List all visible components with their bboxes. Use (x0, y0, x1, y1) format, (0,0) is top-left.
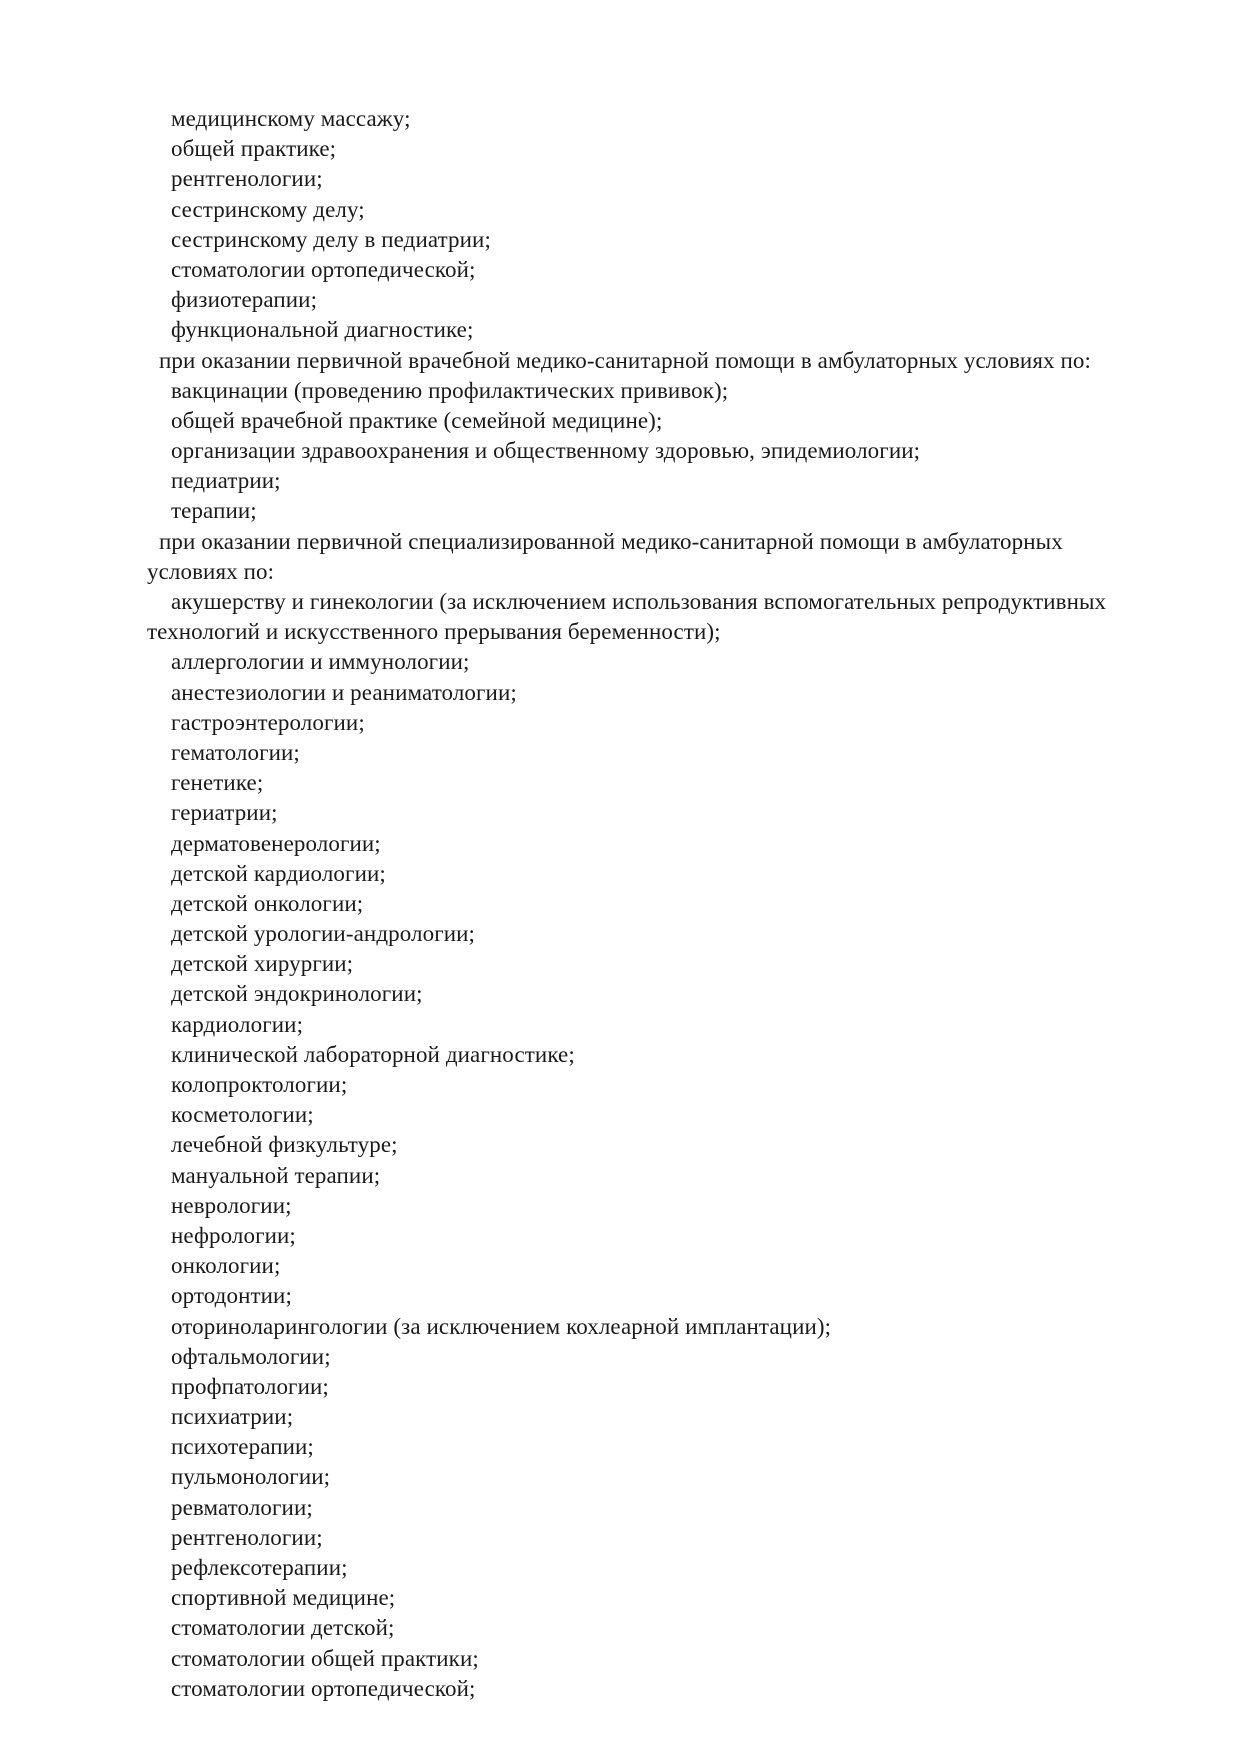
document-body (147, 104, 1187, 1704)
list-item: организации здравоохранения и общественному здоровью, эпидемиологии; (171, 438, 921, 464)
list-item: неврологии; (171, 1192, 292, 1218)
list-item: акушерству и гинекологии (за исключением использования вспомогательных репродуктивных (171, 589, 1107, 614)
list-item: общей врачебной практике (семейной медицине); (171, 407, 663, 433)
list-item: колопроктологии; (171, 1072, 348, 1097)
list-item: стоматологии ортопедической; (171, 1675, 476, 1701)
list-item: клинической лабораторной диагностике; (171, 1041, 575, 1067)
list-item: физиотерапии; (171, 287, 318, 313)
list-item: гематологии; (171, 739, 300, 765)
list-item: дерматовенерологии; (171, 830, 381, 856)
continuation-line: условиях по: (147, 558, 275, 584)
list-item: детской хирургии; (171, 951, 354, 977)
list-item: кардиологии; (171, 1011, 304, 1037)
list-item: медицинскому массажу; (171, 106, 411, 131)
list-item: стоматологии ортопедической; (171, 256, 476, 282)
list-item: детской онкологии; (171, 890, 364, 916)
list-item: рентгенологии; (171, 1524, 323, 1550)
continuation-line: технологий и искусственного прерывания беременности); (147, 619, 721, 645)
list-item: гериатрии; (171, 800, 278, 826)
list-item: психотерапии; (171, 1434, 314, 1460)
list-item: анестезиологии и реаниматологии; (171, 679, 517, 705)
list-item: рефлексотерапии; (171, 1555, 348, 1580)
list-item: спортивной медицине; (171, 1585, 396, 1611)
list-item: вакцинации (проведению профилактических прививок); (171, 377, 729, 403)
section-heading: при оказании первичной врачебной медико-санитарной помощи в амбулаторных условиях по: (159, 347, 1091, 373)
list-item: мануальной терапии; (171, 1162, 381, 1188)
section-heading: при оказании первичной специализированной медико-санитарной помощи в амбулаторных (159, 528, 1063, 554)
list-item: функциональной диагностике; (171, 317, 474, 343)
list-item: детской эндокринологии; (171, 981, 423, 1007)
list-item: ортодонтии; (171, 1283, 292, 1309)
list-item: аллергологии и иммунологии; (171, 649, 470, 675)
list-item: онкологии; (171, 1253, 281, 1279)
list-item: детской урологии-андрологии; (171, 921, 476, 947)
list-item: ревматологии; (171, 1494, 313, 1520)
list-item: гастроэнтерологии; (171, 709, 365, 735)
list-item: сестринскому делу; (171, 196, 365, 222)
list-item: педиатрии; (171, 468, 281, 494)
list-item: пульмонологии; (171, 1464, 331, 1490)
list-item: косметологии; (171, 1102, 314, 1128)
list-item: профпатологии; (171, 1373, 329, 1399)
list-item: нефрологии; (171, 1222, 296, 1248)
list-item: офтальмологии; (171, 1343, 331, 1369)
list-item: терапии; (171, 498, 257, 524)
list-item: сестринскому делу в педиатрии; (171, 226, 491, 252)
list-item: психиатрии; (171, 1404, 294, 1430)
list-item: генетике; (171, 770, 264, 796)
list-item: лечебной физкультуре; (171, 1132, 398, 1158)
list-item: стоматологии детской; (171, 1615, 395, 1641)
list-item: оториноларингологии (за исключением кохлеарной имплантации); (171, 1313, 832, 1339)
list-item: общей практике; (171, 136, 337, 162)
list-item: стоматологии общей практики; (171, 1645, 479, 1671)
list-item: рентгенологии; (171, 166, 323, 192)
list-item: детской кардиологии; (171, 860, 386, 886)
